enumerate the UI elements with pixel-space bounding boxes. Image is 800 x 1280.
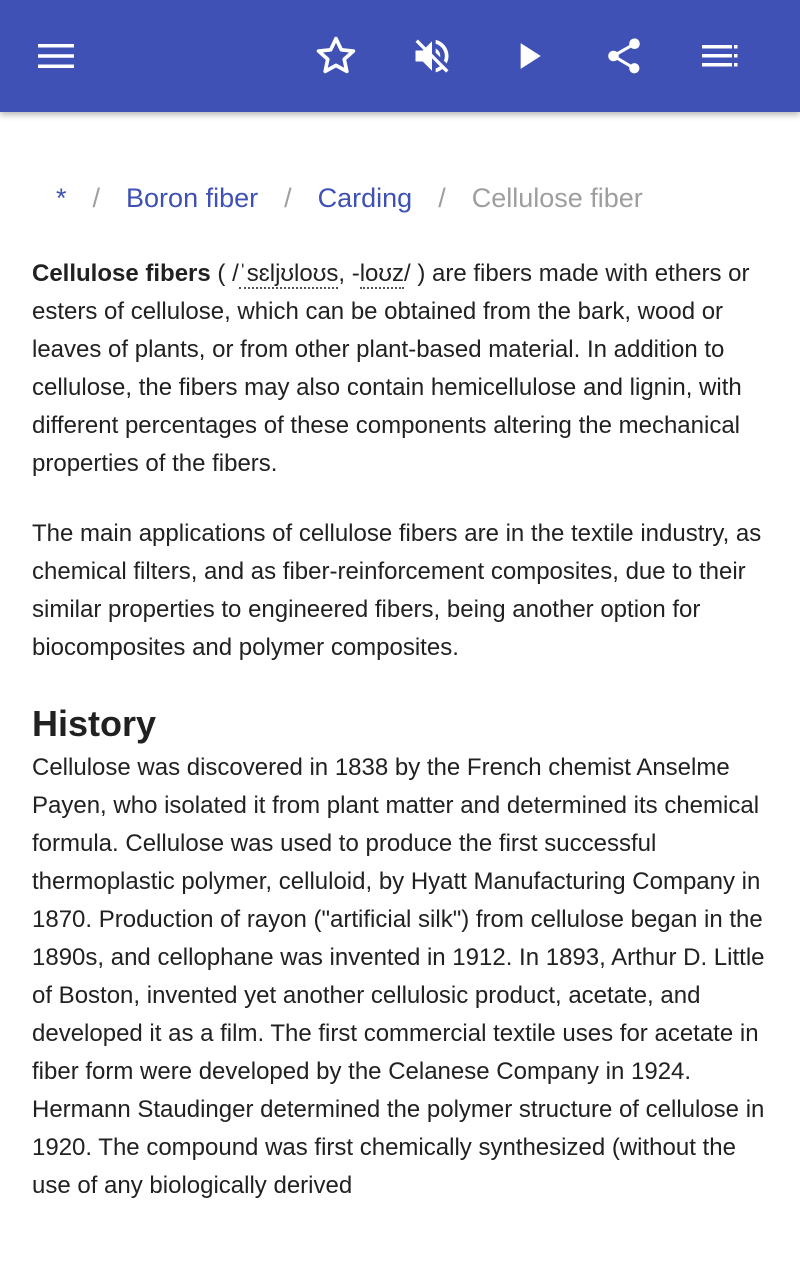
article-view[interactable] — [0, 112, 800, 1280]
breadcrumb-separator: / — [438, 182, 446, 213]
star-outline-icon — [314, 34, 358, 78]
section-heading-history: History — [32, 703, 157, 744]
breadcrumb-link-boron-fiber[interactable]: Boron fiber — [126, 182, 259, 213]
history-paragraph: Cellulose was discovered in 1838 by the French chemist Anselme Payen, who isolated it from plant matter and determined its chemical formula. Cellulose was used to produce the first successful thermoplastic polymer, celluloid, by Hyatt Manufacturing Company in 1870. Production of rayon ("artificial silk") from cellulose began in the 1890s, and cellophane was invented in 1912. In 1893, Arthur D. Little of Boston, invented yet another cellulosic product, acetate, and developed it as a film. The first commercial textile uses for acetate in fiber form were developed by the Celanese Company in 1924. Hermann Staudinger determined the polymer structure of cellulose in 1920. The compound was first chemically synthesized (without the use of any biologically derived — [32, 754, 765, 1199]
share-button[interactable] — [592, 24, 656, 88]
ipa-pronunciation-link[interactable]: ˈsɛljʊloʊs — [238, 260, 339, 287]
mute-button[interactable] — [400, 24, 464, 88]
ipa-pronunciation-link[interactable]: loʊz — [359, 260, 405, 287]
intro-text: , - — [338, 260, 360, 287]
intro-paragraph — [32, 255, 772, 483]
volume-off-icon — [410, 34, 454, 78]
breadcrumb — [56, 178, 643, 218]
playlist-icon — [700, 42, 740, 70]
breadcrumb-current: Cellulose fiber — [471, 182, 643, 213]
breadcrumb-home-link[interactable]: * — [56, 182, 67, 213]
bookmark-button[interactable] — [304, 24, 368, 88]
intro-text: / ) are fibers made with ethers or esters of cellulose, which can be obtained from the bark, wood or leaves of plants, or from other plant-based material. In addition to cellulose, the fibers may also contain hemicellulose and lignin, with different percentages of these components altering the mechanical properties of the fibers. — [32, 260, 750, 477]
play-button[interactable] — [496, 24, 560, 88]
hamburger-menu-icon — [36, 42, 76, 70]
article-term: Cellulose fibers — [32, 260, 211, 287]
play-icon — [506, 34, 550, 78]
breadcrumb-link-carding[interactable]: Carding — [317, 182, 413, 213]
share-icon — [603, 35, 645, 77]
breadcrumb-separator: / — [284, 182, 292, 213]
menu-button[interactable] — [24, 24, 88, 88]
applications-paragraph: The main applications of cellulose fibers are in the textile industry, as chemical filters, and as fiber-reinforcement composites, due to their similar properties to engineered fibers, being another option for biocomposites and polymer composites. — [32, 520, 762, 661]
intro-text: ( / — [210, 260, 239, 287]
contents-button[interactable] — [688, 24, 752, 88]
app-toolbar — [0, 0, 800, 112]
article-body — [32, 255, 772, 1237]
breadcrumb-separator: / — [92, 182, 101, 213]
